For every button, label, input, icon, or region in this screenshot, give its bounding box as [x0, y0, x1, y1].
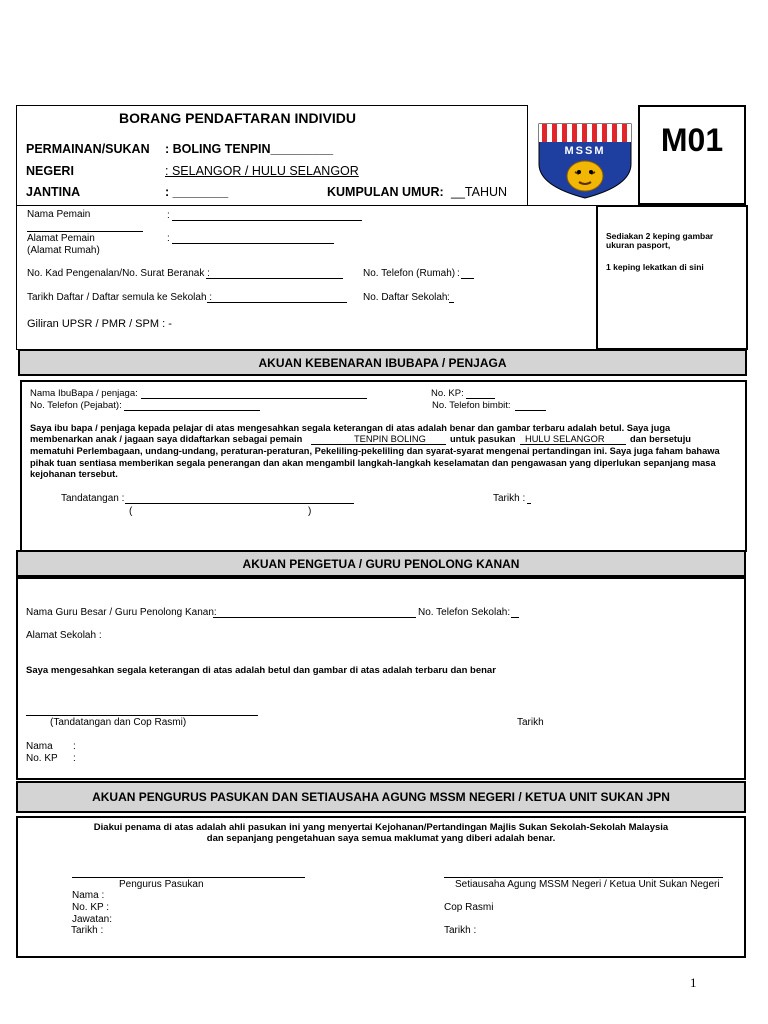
telefon-rumah-colon: :	[457, 268, 460, 279]
nama-pemain-field[interactable]	[172, 220, 362, 221]
parent-open-paren: (	[129, 506, 133, 517]
principal-nama-colon: :	[73, 741, 76, 752]
parent-para-line-5: kejohanan tersebut.	[30, 469, 118, 479]
guru-besar-label: Nama Guru Besar / Guru Penolong Kanan:	[26, 607, 217, 618]
parent-tarikh-label: Tarikh :	[493, 493, 526, 504]
alamat-sekolah-label: Alamat Sekolah :	[26, 630, 102, 641]
alamat-pemain-field[interactable]	[172, 243, 334, 244]
cop-rasmi-label: Cop Rasmi	[444, 902, 494, 913]
manager-tarikh-left-label: Tarikh :	[71, 925, 104, 936]
kp-ibubapa-field[interactable]	[466, 398, 495, 399]
alamat-pemain-label: Alamat Pemain	[27, 233, 95, 244]
kad-pengenalan-field[interactable]	[206, 278, 343, 279]
kad-pengenalan-label: No. Kad Pengenalan/No. Surat Beranak :	[27, 268, 210, 279]
parent-tarikh-field[interactable]	[527, 503, 531, 504]
telefon-pejabat-field[interactable]	[124, 410, 260, 411]
nama-pemain-label: Nama Pemain	[27, 209, 91, 220]
principal-sign-label: (Tandatangan dan Cop Rasmi)	[50, 717, 187, 728]
parent-para-line-2a: membenarkan anak / jagaan saya didaftarkan sebagai pemain	[30, 434, 303, 444]
logo-text: MSSM	[564, 145, 606, 157]
principal-sign-line[interactable]	[26, 715, 258, 716]
photo-box[interactable]	[596, 205, 748, 350]
mssm-logo	[535, 120, 635, 200]
principal-tarikh-label: Tarikh	[517, 717, 544, 728]
daftar-sekolah-field[interactable]	[449, 302, 454, 303]
photo-line-2: ukuran pasport,	[606, 240, 671, 250]
negeri-value[interactable]: : SELANGOR / HULU SELANGOR	[165, 164, 359, 178]
parent-para-line-2b: untuk pasukan	[450, 434, 516, 444]
telefon-rumah-label: No. Telefon (Rumah)	[363, 268, 456, 279]
manager-tarikh-right-label: Tarikh :	[444, 925, 477, 936]
page-number: 1	[690, 975, 697, 990]
setiausaha-sign-line[interactable]	[444, 877, 723, 878]
form-title: BORANG PENDAFTARAN INDIVIDU	[119, 110, 356, 126]
pengurus-sign-line[interactable]	[72, 877, 305, 878]
negeri-label: NEGERI	[26, 164, 74, 178]
parent-heading: AKUAN KEBENARAN IBUBAPA / PENJAGA	[18, 349, 747, 376]
parent-para-line-4: pihak tuan sentiasa memberikan segala penerangan dan akan mengambil langkah-langkah keselamatan dan pengawasan yang diperlukan sepanjang masa	[30, 458, 716, 468]
parent-para-line-3: mematuhi Perlembagaan, undang-undang, peraturan-peraturan, Pekeliling-pekeliling dan syarat-syarat mengenai pertandingan ini. Saya juga faham bahawa	[30, 446, 720, 456]
guru-besar-field[interactable]	[213, 617, 416, 618]
nama-pemain-colon: :	[167, 210, 170, 221]
jantina-label: JANTINA	[26, 185, 81, 199]
principal-kp-colon: :	[73, 753, 76, 764]
parent-tandatangan-field[interactable]	[125, 503, 354, 504]
permainan-label: PERMAINAN/SUKAN	[26, 142, 150, 156]
nama-pemain-extra-line[interactable]	[27, 231, 143, 232]
setiausaha-label: Setiausaha Agung MSSM Negeri / Ketua Unit Sukan Negeri	[455, 879, 720, 890]
permainan-value[interactable]: : BOLING TENPIN_________	[165, 142, 334, 156]
pengurus-label: Pengurus Pasukan	[119, 879, 204, 890]
parent-tandatangan-label: Tandatangan :	[61, 493, 125, 504]
parent-para-line-2c: dan bersetuju	[630, 434, 691, 444]
alamat-pemain-colon: :	[167, 233, 170, 244]
photo-line-1: Sediakan 2 keping gambar	[606, 231, 714, 241]
tarikh-daftar-label: Tarikh Daftar / Daftar semula ke Sekolah :	[27, 292, 213, 303]
manager-nama-label: Nama :	[72, 890, 105, 901]
telefon-sekolah-field[interactable]	[511, 617, 519, 618]
daftar-sekolah-label: No. Daftar Sekolah	[363, 292, 448, 303]
telefon-pejabat-label: No. Telefon (Pejabat):	[30, 400, 122, 411]
telefon-bimbit-label: No. Telefon bimbit:	[432, 400, 511, 411]
team-value: HULU SELANGOR	[525, 434, 605, 444]
nama-ibubapa-field[interactable]	[141, 398, 367, 399]
telefon-sekolah-label: No. Telefon Sekolah:	[418, 607, 511, 618]
giliran-label: Giliran UPSR / PMR / SPM : -	[27, 318, 172, 330]
kp-ibubapa-label: No. KP:	[431, 388, 464, 399]
tarikh-daftar-field[interactable]	[207, 302, 347, 303]
parent-close-paren: )	[308, 506, 312, 517]
manager-heading: AKUAN PENGURUS PASUKAN DAN SETIAUSAHA AGUNG MSSM NEGERI / KETUA UNIT SUKAN JPN	[16, 781, 746, 813]
parent-para-line-1: Saya ibu bapa / penjaga kepada pelajar di atas mengesahkan segala keterangan di atas adalah benar dan gambar terbaru adalah betul. Saya juga	[30, 423, 671, 433]
principal-statement: Saya mengesahkan segala keterangan di atas adalah betul dan gambar di atas adalah terbaru dan benar	[26, 665, 496, 676]
manager-jawatan-label: Jawatan:	[72, 914, 113, 925]
form-code: M01	[660, 122, 724, 158]
principal-kp-label: No. KP	[26, 753, 58, 764]
telefon-rumah-field[interactable]	[461, 278, 474, 279]
principal-heading: AKUAN PENGETUA / GURU PENOLONG KANAN	[16, 550, 746, 577]
manager-line-1: Diakui penama di atas adalah ahli pasukan ini yang menyertai Kejohanan/Pertandingan Majlis Sukan Sekolah-Sekolah Malaysia	[93, 822, 669, 833]
daftar-sekolah-colon: :	[447, 292, 450, 303]
nama-ibubapa-label: Nama IbuBapa / penjaga:	[30, 388, 138, 399]
alamat-pemain-sub: (Alamat Rumah)	[27, 245, 100, 256]
manager-kp-label: No. KP :	[72, 902, 110, 913]
photo-line-3: 1 keping lekatkan di sini	[606, 262, 704, 272]
manager-line-2: dan sepanjang pengetahuan saya semua maklumat yang diberi adalah benar.	[206, 833, 556, 844]
sport-value: TENPIN BOLING	[354, 434, 426, 444]
kumpulan-umur-label: KUMPULAN UMUR:	[327, 185, 444, 199]
principal-nama-label: Nama	[26, 741, 53, 752]
kumpulan-umur-value[interactable]: __TAHUN	[451, 185, 508, 199]
jantina-value[interactable]: : ________	[165, 185, 229, 199]
telefon-bimbit-field[interactable]	[515, 410, 546, 411]
